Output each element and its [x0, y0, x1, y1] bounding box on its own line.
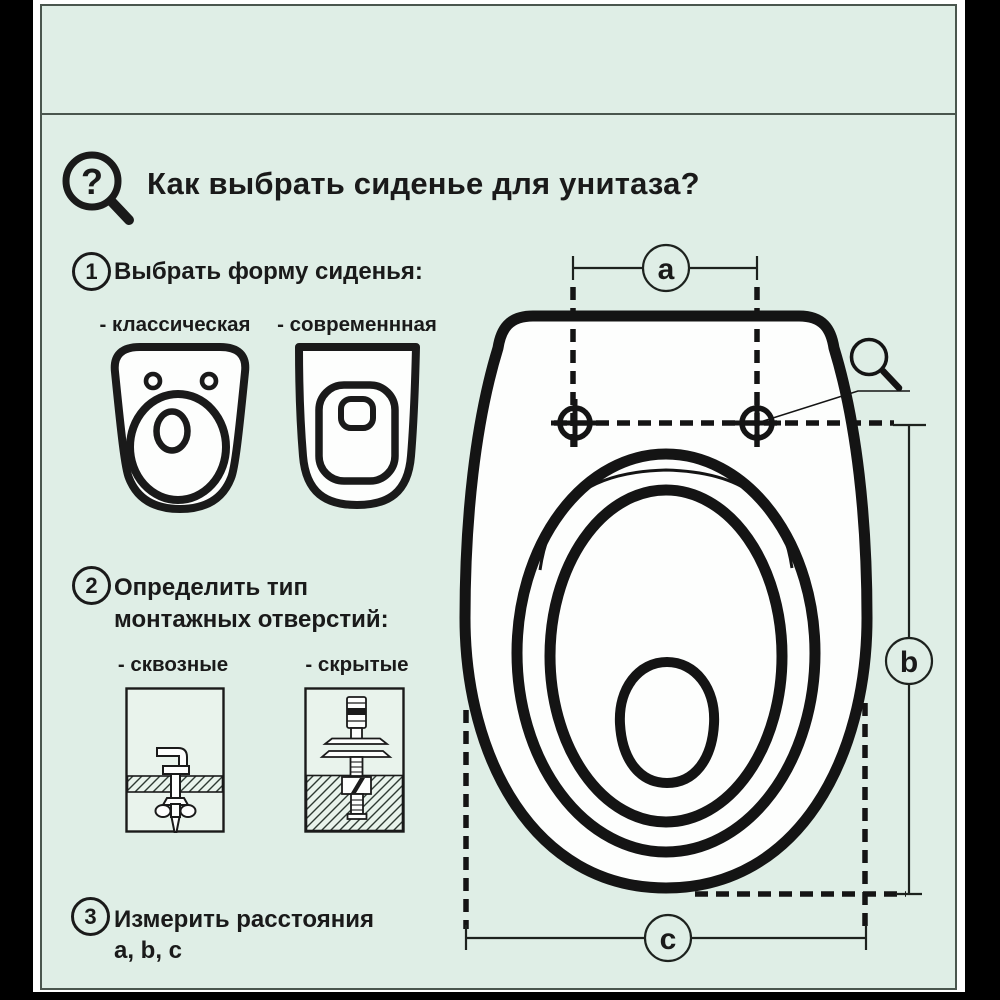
- step-2-line: монтажных отверстий:: [114, 606, 389, 633]
- dimension-a: [573, 245, 757, 291]
- step-2-line: Определить тип: [114, 574, 308, 601]
- modern-seat-hole: [341, 399, 373, 428]
- step-1-text: [114, 258, 423, 286]
- page-title: Как выбрать сиденье для унитаза?: [147, 166, 700, 201]
- label-through-holes: - сквозные: [117, 653, 229, 676]
- step-3-line: a, b, c: [114, 937, 183, 964]
- question-magnifier-icon: [66, 155, 129, 220]
- step-1-number: 1: [72, 252, 111, 291]
- classic-seat-illustration: [115, 347, 246, 509]
- step-3-line: Измерить расстояния: [114, 906, 375, 933]
- label-hidden-holes: - скрытые: [305, 653, 409, 676]
- dimension-c: [466, 915, 866, 961]
- hidden-mount-illustration: [306, 689, 404, 832]
- hinge-button: [202, 374, 216, 388]
- magnifier-handle: [883, 371, 899, 388]
- hinge-button: [146, 374, 160, 388]
- seat-small-hole: [620, 662, 714, 783]
- seat-top-view: [465, 316, 867, 888]
- through-mount-illustration: [127, 689, 224, 833]
- label-classic-shape: - классическая: [99, 313, 251, 336]
- modern-seat-illustration: [299, 347, 416, 505]
- dimension-b: [886, 425, 932, 894]
- question-glyph: ?: [81, 161, 103, 202]
- step-2-text: [114, 572, 389, 636]
- classic-seat-hole: [157, 412, 188, 451]
- magnifier-handle: [112, 202, 129, 220]
- label-modern-shape: - современнная: [277, 313, 437, 336]
- step-1-line: Выбрать форму сиденья:: [114, 258, 423, 285]
- step-2-number: 2: [72, 566, 111, 605]
- dimension-c-label: c: [659, 923, 677, 956]
- dimension-a-label: a: [657, 253, 675, 286]
- step-3-number: 3: [71, 897, 110, 936]
- step-3-text: [114, 904, 374, 966]
- dimension-b-label: b: [899, 646, 919, 679]
